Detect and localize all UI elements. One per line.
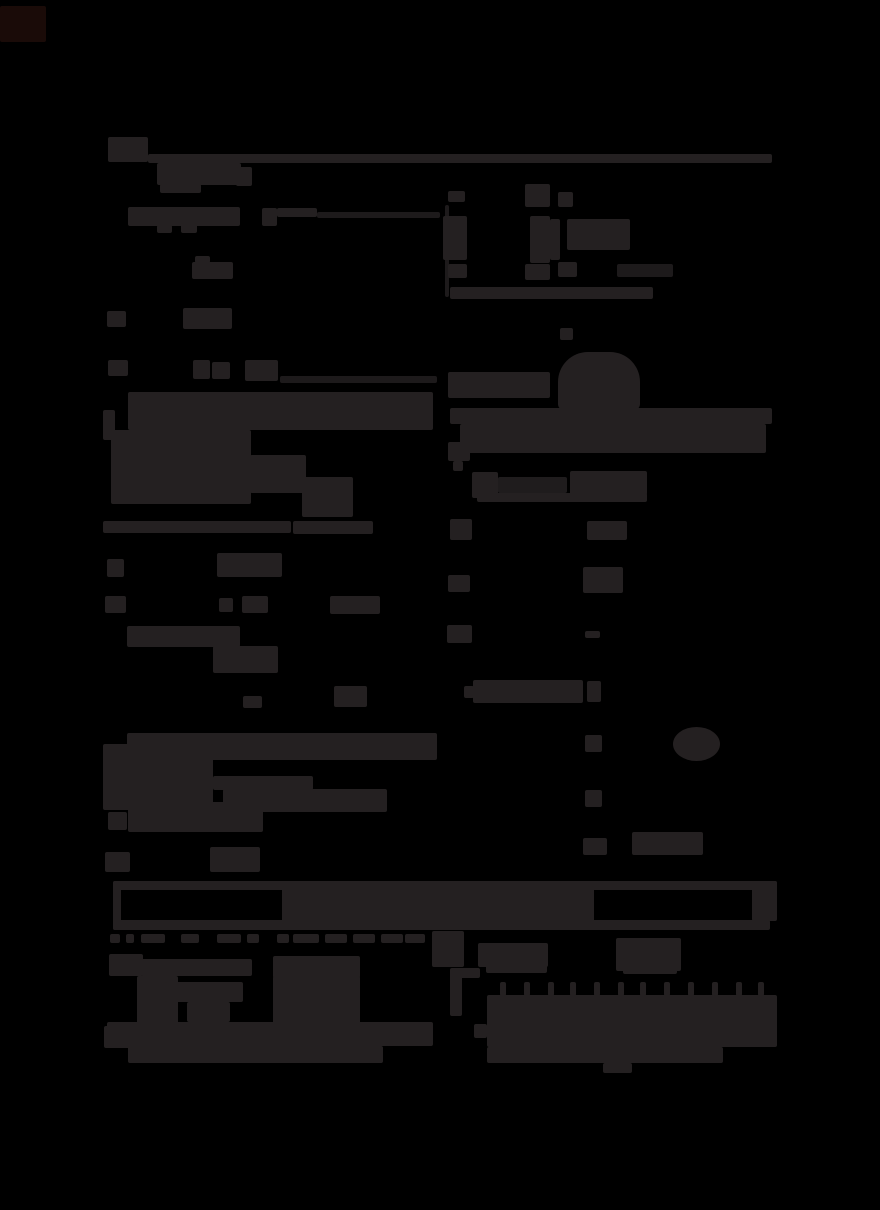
dashed-rule-dash	[277, 934, 289, 943]
right-list-margin-block	[450, 519, 472, 540]
left-paragraph-band	[128, 802, 263, 832]
left-line4-blob	[212, 362, 230, 379]
left-line5-margin-block	[107, 559, 124, 577]
left-line2-blob	[192, 262, 233, 279]
right-margin-block	[448, 442, 470, 461]
dashed-rule-dash	[405, 934, 425, 943]
title-tail-blob	[236, 167, 252, 186]
dashed-rule-dash	[247, 934, 259, 943]
left-margin-marks	[108, 812, 127, 830]
right-margin-block	[443, 216, 467, 260]
right-list-margin-block	[448, 575, 470, 592]
bottom-left-bar	[165, 982, 243, 1002]
tick-mark	[524, 982, 530, 996]
dashed-rule-dash	[325, 934, 347, 943]
right-item-block	[583, 838, 607, 855]
left-line6-wave-blob	[330, 596, 380, 614]
subtitle-blob	[160, 184, 201, 193]
right-list-blob	[583, 567, 623, 593]
left-script-blob	[213, 646, 278, 673]
left-paragraph-band	[213, 776, 313, 790]
tick-mark	[618, 982, 624, 996]
left-line4-blob	[193, 360, 210, 379]
right-rule	[450, 408, 772, 424]
right-circle-blob	[673, 727, 720, 761]
left-script-blob	[127, 626, 240, 647]
right-margin-block	[448, 264, 467, 278]
left-line6-margin-block	[105, 596, 126, 613]
bottom-left-block	[273, 976, 360, 1026]
tick-mark	[570, 982, 576, 996]
right-list-underline	[477, 493, 647, 502]
tick-mark	[688, 982, 694, 996]
dashed-rule-dash	[110, 934, 120, 943]
right-rule	[450, 287, 653, 299]
tick-mark	[548, 982, 554, 996]
left-line1-rule	[317, 212, 440, 218]
left-line4-blob	[245, 360, 278, 381]
left-mark	[243, 696, 262, 708]
left-line4-rule	[280, 376, 437, 383]
left-line7-blob	[210, 847, 260, 872]
right-list-blob	[570, 471, 647, 495]
left-line3-margin-block	[107, 311, 126, 327]
left-line1-mark	[262, 208, 277, 226]
bottom-right-tail	[603, 1063, 632, 1073]
tick-mark	[500, 982, 506, 996]
bottom-left-band	[107, 1022, 433, 1046]
bottom-left-marks	[109, 954, 143, 976]
left-line7-margin-block	[105, 852, 130, 872]
left-figure-step	[250, 455, 306, 493]
tick-mark	[736, 982, 742, 996]
left-line4-margin-block	[108, 360, 128, 376]
bottom-left-bar	[141, 959, 252, 976]
special-box-border-right	[752, 881, 777, 921]
left-rule-segment	[103, 521, 291, 533]
bracket-mark	[450, 970, 462, 1016]
right-margin-tail	[453, 461, 463, 471]
right-list-dash	[585, 631, 600, 638]
bottom-right-band	[487, 1047, 723, 1063]
dashed-rule-dash	[126, 934, 134, 943]
right-slash-marks	[525, 184, 550, 207]
special-box-text-band	[282, 886, 594, 924]
bottom-right-band	[487, 995, 777, 1047]
right-mark	[558, 262, 577, 277]
right-mark	[525, 264, 550, 280]
right-fading-dashes	[617, 264, 673, 277]
title-blob	[157, 163, 241, 185]
right-list-margin-block	[447, 625, 472, 643]
right-mark	[558, 192, 573, 207]
dashed-rule-dash	[217, 934, 241, 943]
left-figure-step	[302, 477, 353, 517]
corner-mark	[0, 6, 46, 42]
bottom-left-band	[128, 1046, 383, 1063]
right-band-blob	[460, 424, 766, 453]
dashed-rule-dash	[381, 934, 403, 943]
bottom-right-bar	[623, 958, 677, 974]
right-figure-blob	[550, 219, 560, 260]
bracket-mark	[474, 1024, 487, 1038]
right-list-blob	[587, 521, 627, 540]
right-item-block	[585, 735, 602, 752]
bottom-left-bar	[187, 1002, 230, 1022]
right-item-bar	[632, 832, 703, 855]
left-line3-blob	[183, 308, 232, 329]
right-heading-end-block	[587, 681, 601, 702]
right-list-dots	[498, 477, 567, 493]
left-band-blob	[128, 392, 433, 430]
tick-mark	[664, 982, 670, 996]
right-dot	[560, 328, 573, 340]
left-figure-blob	[111, 430, 251, 504]
left-line6-blob	[242, 596, 268, 613]
dashed-rule-dash	[353, 934, 375, 943]
right-heading-blob	[473, 680, 583, 703]
dashed-rule-dash	[293, 934, 319, 943]
right-figure-blob	[567, 219, 630, 250]
left-line1-descender	[181, 223, 197, 233]
tick-mark	[594, 982, 600, 996]
left-line5-blob	[217, 553, 282, 577]
right-item-block	[585, 790, 602, 807]
bottom-right-bar	[486, 953, 547, 973]
dashed-rule-dash	[181, 934, 199, 943]
right-script-blob	[448, 372, 550, 398]
right-mound-blob	[558, 352, 640, 410]
right-figure-blob	[530, 216, 550, 263]
bottom-left-bar	[273, 956, 360, 978]
left-rule-segment	[293, 521, 373, 534]
left-mark	[334, 686, 367, 707]
header-rule	[148, 154, 772, 163]
left-line1-descender	[157, 225, 172, 233]
right-margin-block	[448, 191, 465, 202]
masthead-blob	[108, 137, 148, 162]
tick-mark	[758, 982, 764, 996]
dashed-rule-dash	[141, 934, 165, 943]
form-block	[432, 931, 464, 967]
left-line6-blob	[219, 598, 233, 612]
left-paragraph-block	[103, 744, 213, 810]
tick-mark	[640, 982, 646, 996]
left-line1-dash	[277, 208, 317, 217]
tick-mark	[712, 982, 718, 996]
